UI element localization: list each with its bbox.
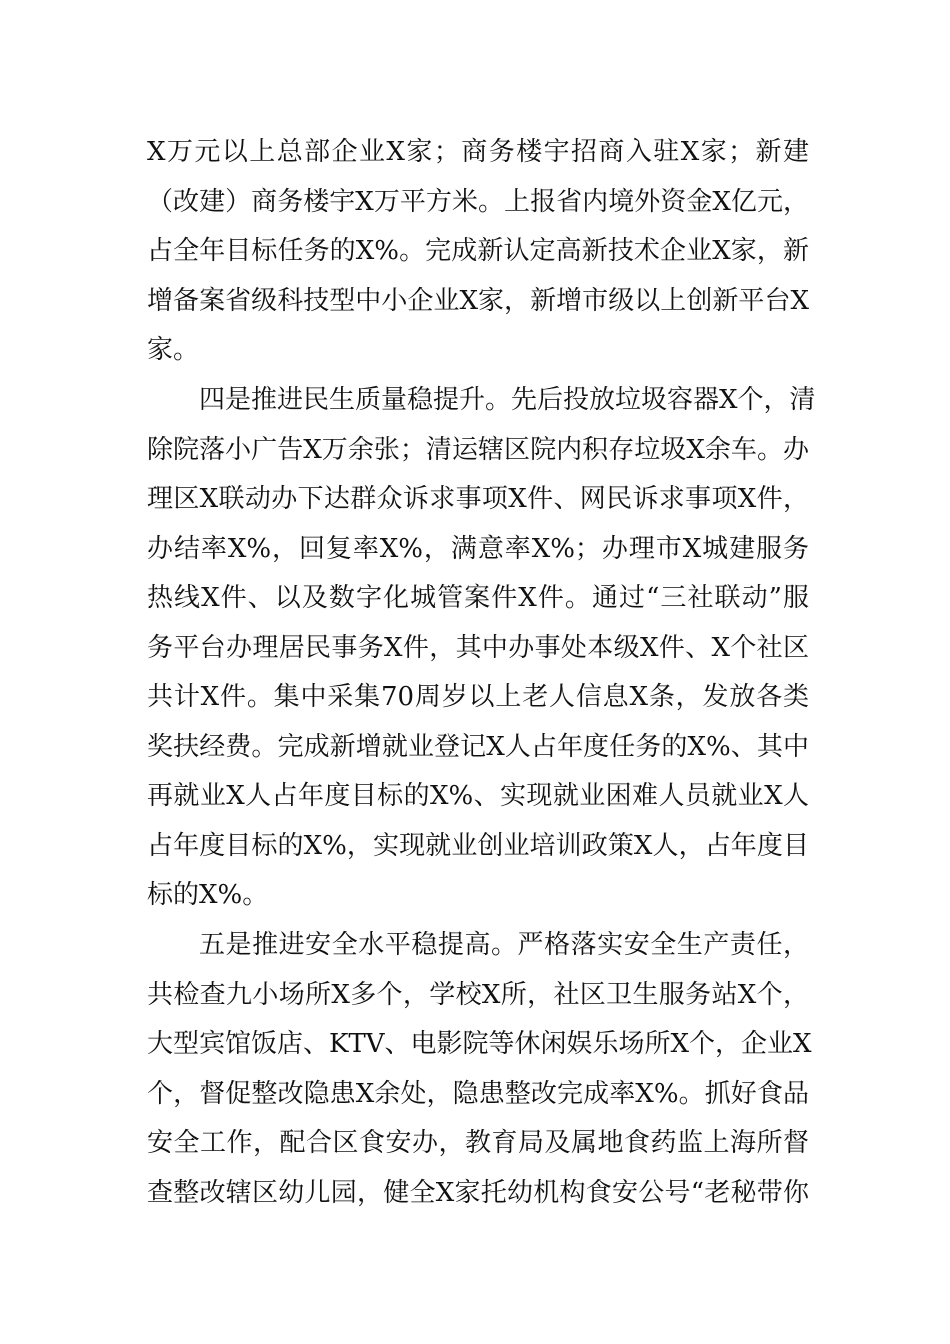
paragraph-line: 奖扶经费。完成新增就业登记X人占年度任务的X%、其中 [147,731,809,762]
paragraph-line: 四是推进民生质量稳提升。先后投放垃圾容器X个，清 [199,385,816,415]
paragraph-line: 务平台办理居民事务X件，其中办事处本级X件、X个社区 [147,632,809,663]
paragraph-line: 五是推进安全水平稳提高。严格落实安全生产责任， [199,930,809,960]
paragraph-line: 除院落小广告X万余张；清运辖区院内积存垃圾X余车。办 [147,434,809,465]
paragraph-line: 理区X联动办下达群众诉求事项X件、网民诉求事项X件， [147,484,809,514]
paragraph-line: 占全年目标任务的X%。完成新认定高新技术企业X家，新 [147,236,809,266]
paragraph-line: 占年度目标的X%，实现就业创业培训政策X人，占年度目 [147,830,809,861]
paragraph-line: 办结率X%，回复率X%，满意率X%；办理市X城建服务 [147,533,809,564]
paragraph-line: 再就业X人占年度目标的X%、实现就业困难人员就业X人 [147,781,809,811]
paragraph-line: 安全工作，配合区食安办，教育局及属地食药监上海所督 [147,1128,809,1158]
paragraph-1 [147,128,809,376]
paragraph-line: X万元以上总部企业X家；商务楼宇招商入驻X家；新建 [147,137,809,167]
paragraph-2 [147,376,816,921]
paragraph-line: 热线X件、以及数字化城管案件X件。通过“三社联动”服 [147,583,809,613]
paragraph-line: 查整改辖区幼儿园，健全X家托幼机构食安公号“老秘带你 [147,1177,809,1208]
paragraph-line: 大型宾馆饭店、KTV、电影院等休闲娱乐场所X个，企业X [147,1029,812,1059]
paragraph-line: 标的X%。 [147,880,269,910]
paragraph-line: 共检查九小场所X多个，学校X所，社区卫生服务站X个， [147,979,809,1010]
paragraph-line: （改建）商务楼宇X万平方米。上报省内境外资金X亿元， [147,186,809,217]
paragraph-3 [147,921,812,1218]
paragraph-line: 共计X件。集中采集70周岁以上老人信息X条，发放各类 [147,682,809,712]
paragraph-line: 增备案省级科技型中小企业X家，新增市级以上创新平台X [147,285,809,316]
paragraph-line: 家。 [147,335,200,365]
paragraph-line: 个，督促整改隐患X余处，隐患整改完成率X%。抓好食品 [147,1078,809,1109]
